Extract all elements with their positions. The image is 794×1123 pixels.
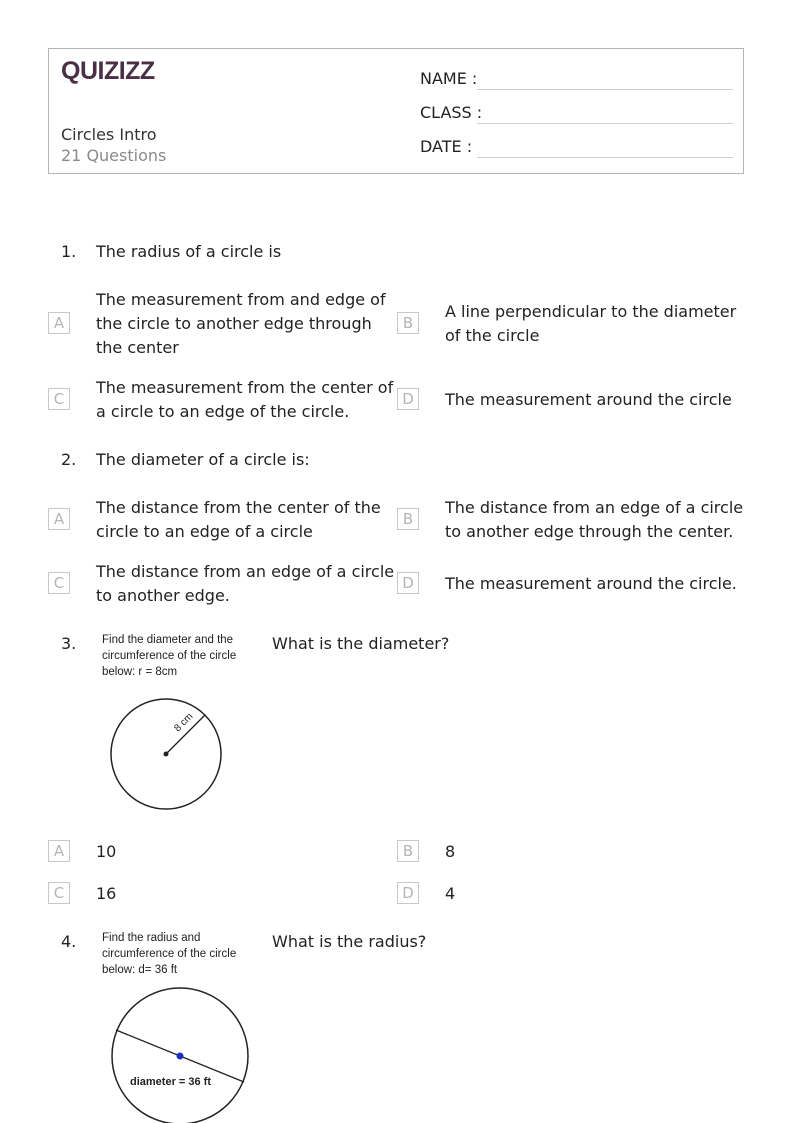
caption-line: below: d= 36 ft	[102, 964, 178, 976]
center-point	[164, 752, 169, 757]
option-c-box[interactable]: C	[48, 572, 70, 594]
caption-line: below: r = 8cm	[102, 666, 178, 678]
option-a-text: The measurement from and edge of the circle to another edge through the center	[96, 290, 386, 357]
class-label: CLASS :	[420, 103, 483, 122]
question-text: The radius of a circle is	[96, 242, 282, 261]
caption-line: Find the radius and	[102, 932, 201, 944]
option-b-box[interactable]: B	[397, 508, 419, 530]
center-point	[177, 1053, 184, 1060]
figure-caption	[102, 930, 236, 978]
question-number: 3.	[61, 634, 77, 653]
worksheet-header	[48, 48, 744, 174]
question-text: What is the diameter?	[272, 634, 450, 653]
option-d-box[interactable]: D	[397, 388, 419, 410]
quizizz-logo: QUIZIZZ	[61, 57, 155, 85]
option-c-box[interactable]: C	[48, 388, 70, 410]
caption-line: circumference of the circle	[102, 948, 237, 960]
option-a-box[interactable]: A	[48, 312, 70, 334]
option-d-box[interactable]: D	[397, 882, 419, 904]
option-a-box[interactable]: A	[48, 508, 70, 530]
option-c-text: The distance from an edge of a circle to another edge.	[96, 562, 395, 605]
question-text: What is the radius?	[272, 932, 427, 951]
option-d-text: The measurement around the circle	[445, 390, 732, 409]
figure-caption	[102, 632, 236, 680]
option-d-text: 4	[445, 884, 456, 903]
circle-diameter-figure	[104, 984, 254, 1123]
question-number: 2.	[61, 450, 77, 469]
option-b-text: 8	[445, 842, 456, 861]
option-c-text: The measurement from the center of a circle to an edge of the circle.	[96, 378, 394, 421]
question-text: The diameter of a circle is:	[96, 450, 310, 469]
class-line[interactable]	[477, 123, 733, 124]
name-label: NAME :	[420, 69, 478, 88]
name-line[interactable]	[477, 89, 733, 90]
option-a-text: 10	[96, 842, 117, 861]
option-a-text: The distance from the center of the circle to an edge of a circle	[96, 498, 381, 541]
option-c-text: 16	[96, 884, 117, 903]
date-line[interactable]	[477, 157, 733, 158]
option-b-box[interactable]: B	[397, 312, 419, 334]
worksheet-title: Circles Intro	[61, 125, 157, 144]
caption-line: circumference of the circle	[102, 650, 237, 662]
date-label: DATE :	[420, 137, 473, 156]
question-number: 4.	[61, 932, 77, 951]
radius-label: 8 cm	[172, 711, 196, 735]
option-c-box[interactable]: C	[48, 882, 70, 904]
option-a-box[interactable]: A	[48, 840, 70, 862]
option-b-text: A line perpendicular to the diameter of the circle	[445, 302, 737, 345]
option-b-text: The distance from an edge of a circle to another edge through the center.	[445, 498, 744, 541]
diameter-label: diameter = 36 ft	[130, 1076, 212, 1088]
question-number: 1.	[61, 242, 77, 261]
option-b-box[interactable]: B	[397, 840, 419, 862]
question-count: 21 Questions	[61, 146, 167, 165]
option-d-text: The measurement around the circle.	[445, 574, 737, 593]
circle-radius-figure	[104, 694, 230, 816]
option-d-box[interactable]: D	[397, 572, 419, 594]
caption-line: Find the diameter and the	[102, 634, 234, 646]
